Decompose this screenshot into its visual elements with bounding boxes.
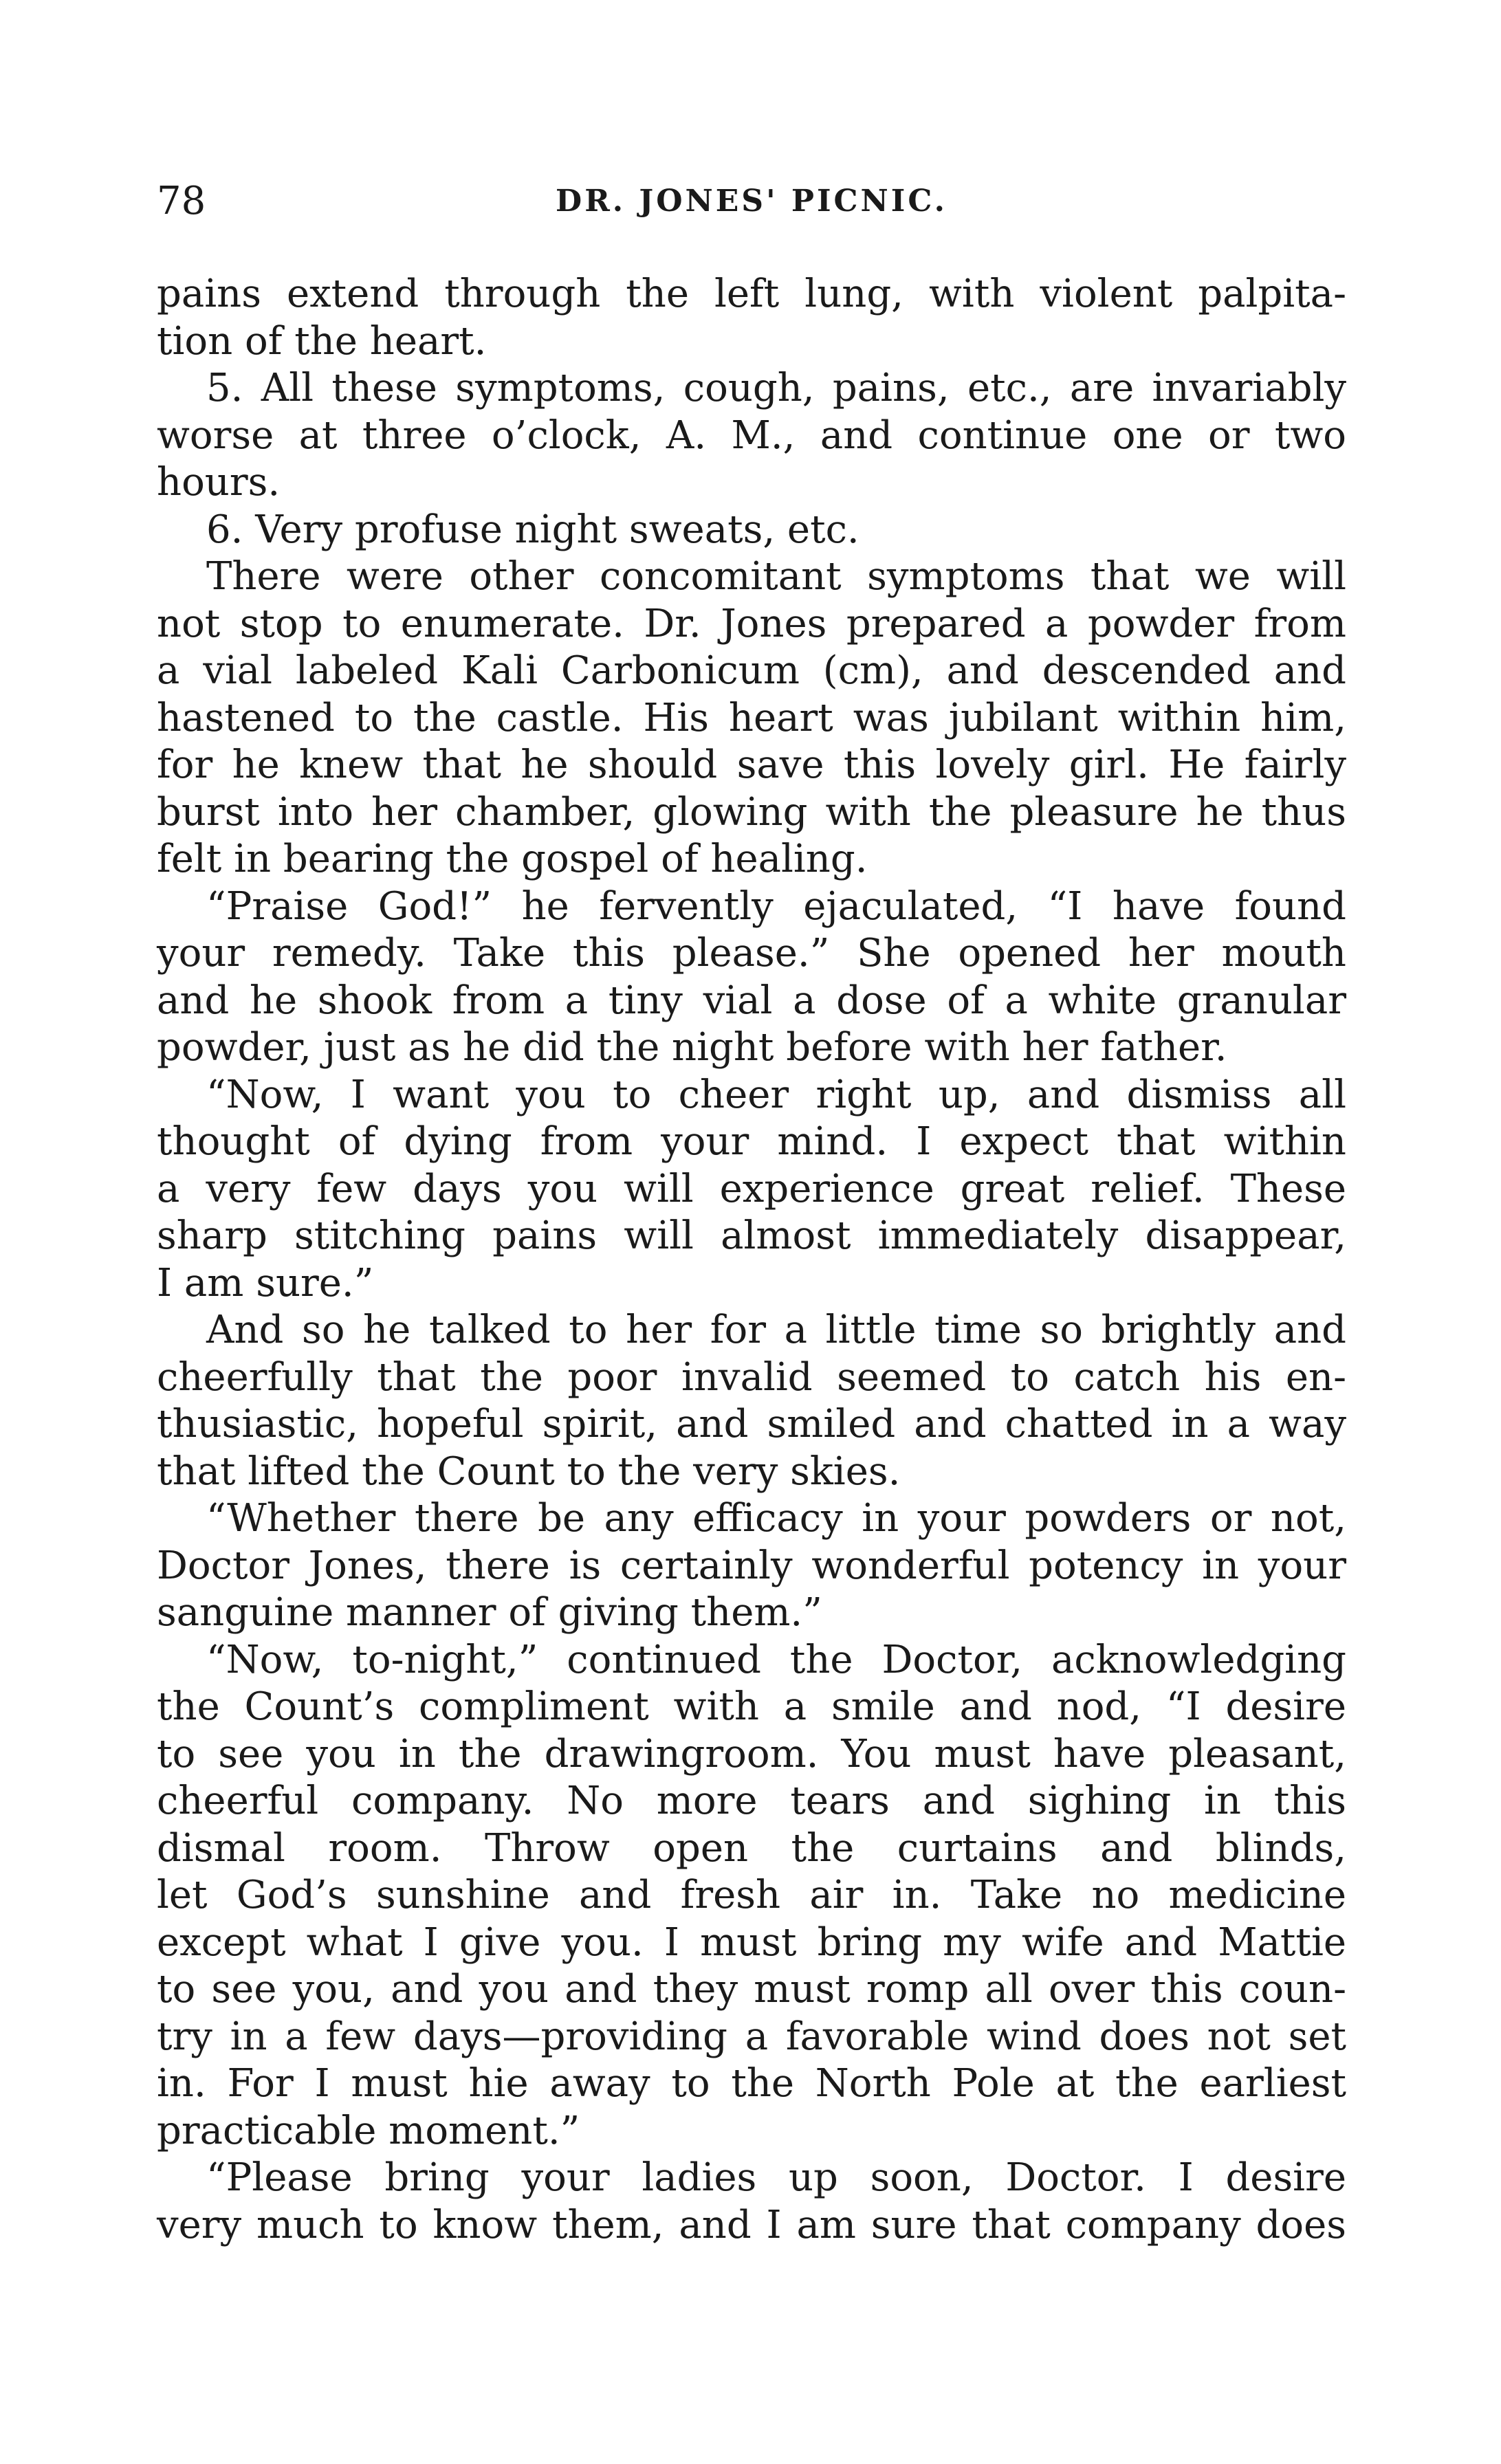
text-line: sharp stitching pains will almost immediately disappear, <box>157 1213 1346 1258</box>
text-line: “Now, I want you to cheer right up, and dismiss all <box>206 1072 1346 1117</box>
text-line: felt in bearing the gospel of healing. <box>157 837 868 881</box>
text-line: “Praise God!” he fervently ejaculated, “I have found <box>206 883 1346 929</box>
text-line: thought of dying from your mind. I expect that within <box>157 1119 1346 1164</box>
text-line: to see you in the drawingroom. You must have pleasant, <box>157 1731 1346 1776</box>
text-line: thusiastic, hopeful spirit, and smiled and chatted in a way <box>157 1402 1346 1446</box>
text-line: not stop to enumerate. Dr. Jones prepared a powder from <box>157 601 1346 646</box>
page-number: 78 <box>157 179 206 223</box>
text-line: and he shook from a tiny vial a dose of a white granular <box>157 978 1346 1023</box>
text-line: except what I give you. I must bring my wife and Mattie <box>157 1920 1346 1965</box>
text-line: for he knew that he should save this lovely girl. He fairly <box>157 742 1346 787</box>
text-line: burst into her chamber, glowing with the pleasure he thus <box>157 789 1346 835</box>
text-line: the Count’s compliment with a smile and nod, “I desire <box>157 1684 1346 1729</box>
body-text <box>157 271 1346 2249</box>
text-line: sanguine manner of giving them.” <box>157 1590 822 1635</box>
text-line: And so he talked to her for a little time so brightly and <box>206 1308 1346 1352</box>
text-line: your remedy. Take this please.” She opened her mouth <box>157 931 1346 976</box>
text-line: “Please bring your ladies up soon, Doctor. I desire <box>206 2155 1346 2200</box>
text-line: tion of the heart. <box>157 318 487 364</box>
text-line: 5. All these symptoms, cough, pains, etc., are invariably <box>206 366 1346 410</box>
text-line: “Whether there be any efficacy in your powders or not, <box>206 1496 1346 1541</box>
text-line: to see you, and you and they must romp all over this coun- <box>157 1967 1346 2012</box>
text-line: very much to know them, and I am sure that company does <box>157 2202 1346 2247</box>
text-line: let God’s sunshine and fresh air in. Take no medicine <box>157 1873 1346 1917</box>
text-line: try in a few days—providing a favorable wind does not set <box>157 2014 1346 2059</box>
running-title: DR. JONES' PICNIC. <box>556 184 947 219</box>
text-line: pains extend through the left lung, with violent palpita- <box>157 272 1346 316</box>
text-line: dismal room. Throw open the curtains and blinds, <box>157 1825 1346 1871</box>
text-line: “Now, to-night,” continued the Doctor, acknowledging <box>206 1637 1346 1682</box>
text-line: Doctor Jones, there is certainly wonderful potency in your <box>157 1543 1346 1588</box>
text-line: that lifted the Count to the very skies. <box>157 1449 901 1494</box>
text-line: in. For I must hie away to the North Pole at the earliest <box>157 2061 1346 2106</box>
text-line: a vial labeled Kali Carbonicum (cm), and descended and <box>157 648 1346 693</box>
text-line: powder, just as he did the night before with her father. <box>157 1025 1227 1070</box>
running-head <box>157 170 1346 232</box>
text-line: a very few days you will experience great relief. These <box>157 1166 1346 1211</box>
text-line: cheerfully that the poor invalid seemed to catch his en- <box>157 1354 1346 1400</box>
text-line: I am sure.” <box>157 1260 374 1306</box>
text-line: worse at three o’clock, A. M., and continue one or two <box>157 412 1346 458</box>
text-line: cheerful company. No more tears and sighing in this <box>157 1779 1346 1823</box>
text-line: hastened to the castle. His heart was jubilant within him, <box>157 695 1346 740</box>
text-line: hours. <box>157 460 281 505</box>
text-line: 6. Very profuse night sweats, etc. <box>206 507 859 552</box>
text-line: practicable moment.” <box>157 2108 580 2153</box>
text-line: There were other concomitant symptoms that we will <box>206 554 1346 599</box>
